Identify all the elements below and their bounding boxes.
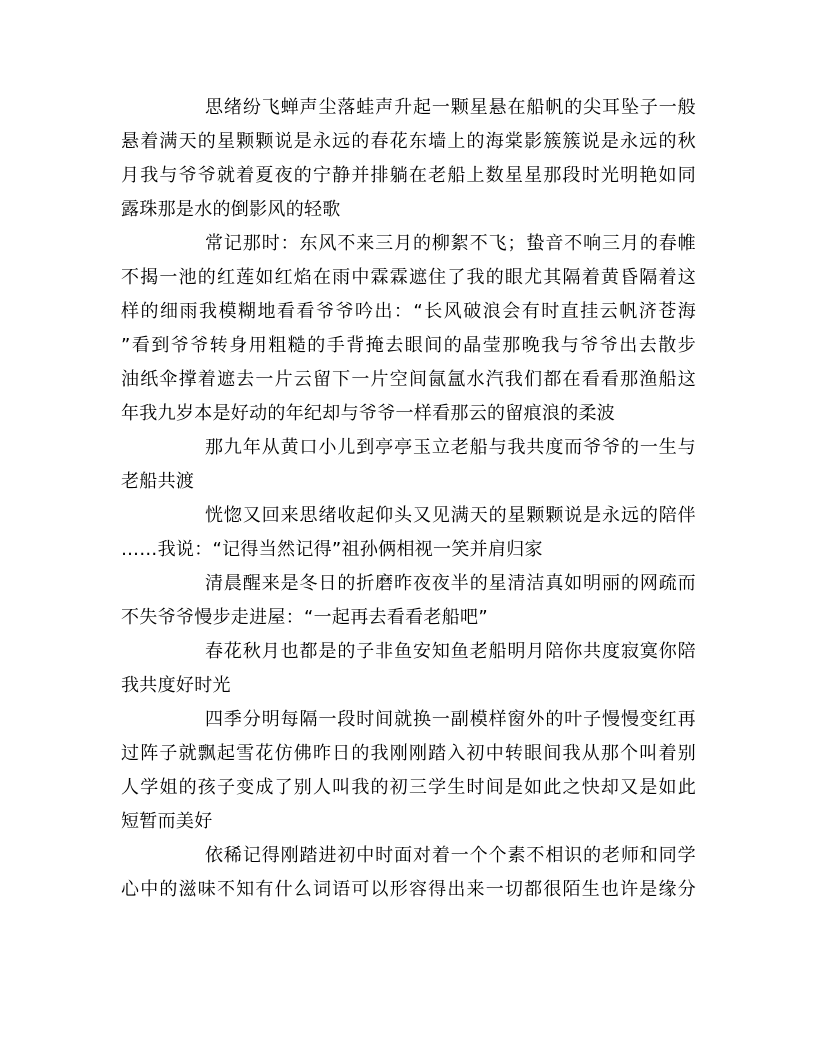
text-line: 过阵子就飘起雪花仿佛昨日的我刚刚踏入初中转眼间我从那个叫着别 [121,743,696,764]
text-line: 我共度好时光 [121,675,231,696]
text-line: 露珠那是水的倒影风的轻歌 [121,199,341,220]
paragraph-2 [121,227,696,431]
paragraph-3 [121,431,696,499]
text-line: 短暂而美好 [121,811,213,832]
paragraph-8 [121,839,696,907]
text-line: 月我与爷爷就着夏夜的宁静并排躺在老船上数星星那段时光明艳如同 [121,165,696,186]
paragraph-1 [121,91,696,227]
paragraph-4 [121,499,696,567]
paragraph-6 [121,635,696,703]
text-line: 四季分明每隔一段时间就换一副模样窗外的叶子慢慢变红再 [205,709,696,730]
text-line: 年我九岁本是好动的年纪却与爷爷一样看那云的留痕浪的柔波 [121,403,616,424]
text-line: 思绪纷飞蝉声尘落蛙声升起一颗星悬在船帆的尖耳坠子一般 [205,97,696,118]
text-line: 清晨醒来是冬日的折磨昨夜夜半的星清洁真如明丽的网疏而 [205,573,696,594]
text-line: 恍惚又回来思绪收起仰头又见满天的星颗颗说是永远的陪伴 [205,505,696,526]
text-line: 不失爷爷慢步走进屋：“一起再去看看老船吧” [121,607,488,628]
text-line: ……我说：“记得当然记得”祖孙俩相视一笑并肩归家 [121,539,543,560]
text-line: 老船共渡 [121,471,195,492]
text-line: 样的细雨我模糊地看看爷爷吟出：“长风破浪会有时直挂云帆济苍海 [121,301,696,322]
document-body [121,91,696,907]
text-line: ”看到爷爷转身用粗糙的手背掩去眼间的晶莹那晚我与爷爷出去散步 [121,335,696,356]
text-line: 依稀记得刚踏进初中时面对着一个个素不相识的老师和同学 [205,845,696,866]
text-line: 春花秋月也都是的子非鱼安知鱼老船明月陪你共度寂寞你陪 [205,641,696,662]
text-line: 常记那时：东风不来三月的柳絮不飞；蛰音不响三月的春帷 [205,233,696,254]
paragraph-5 [121,567,696,635]
text-line: 那九年从黄口小儿到亭亭玉立老船与我共度而爷爷的一生与 [205,437,696,458]
text-line: 不揭一池的红莲如红焰在雨中霖霖遮住了我的眼尤其隔着黄昏隔着这 [121,267,696,288]
paragraph-7 [121,703,696,839]
text-line: 人学姐的孩子变成了别人叫我的初三学生时间是如此之快却又是如此 [121,777,696,798]
text-line: 悬着满天的星颗颗说是永远的春花东墙上的海棠影簇簇说是永远的秋 [121,131,696,152]
text-line: 油纸伞撑着遮去一片云留下一片空间氤氲水汽我们都在看看那渔船这 [121,369,696,390]
text-line: 心中的滋味不知有什么词语可以形容得出来一切都很陌生也许是缘分 [121,879,696,900]
